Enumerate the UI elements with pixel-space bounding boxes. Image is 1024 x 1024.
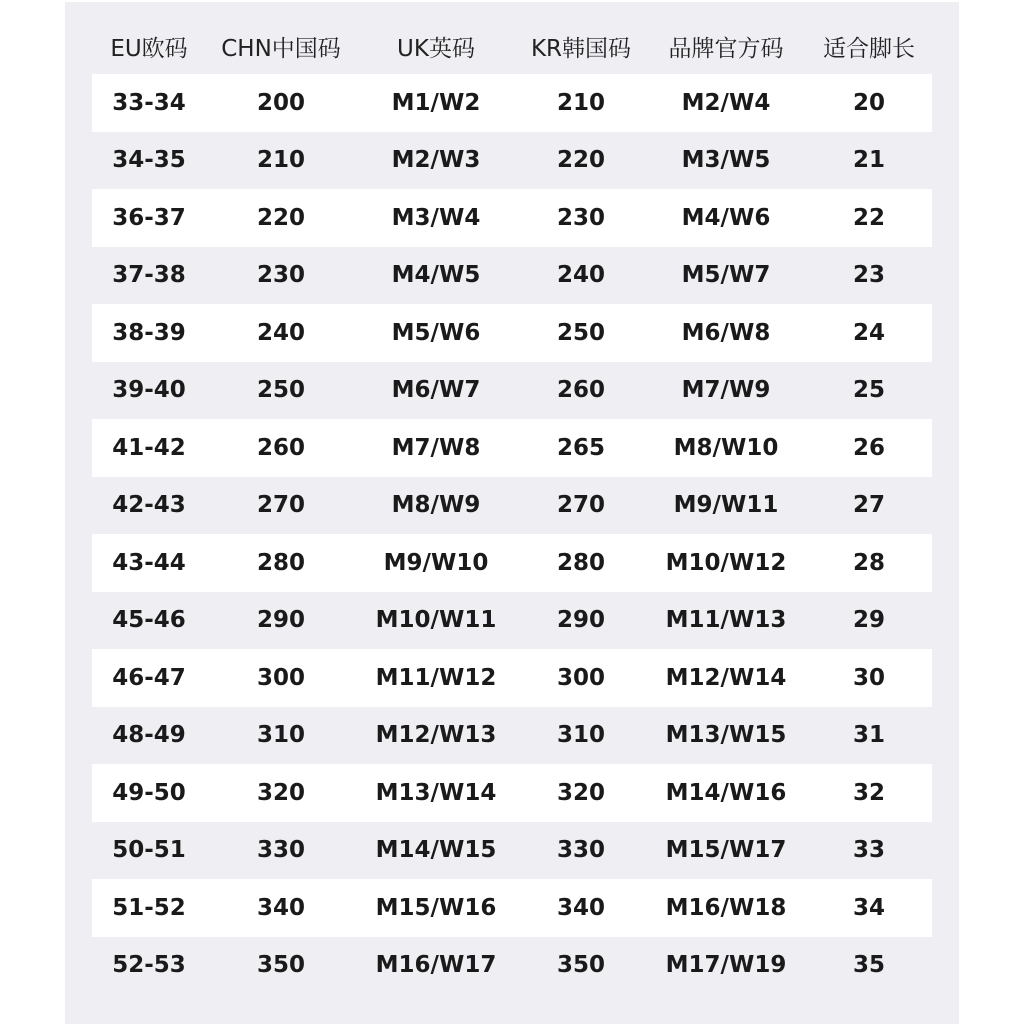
eu-size-cell: 52-53 bbox=[112, 952, 186, 979]
table-row bbox=[92, 477, 932, 535]
table-row bbox=[92, 362, 932, 420]
brand-size-cell: M12/W14 bbox=[665, 664, 787, 691]
chn-size-cell: 300 bbox=[256, 664, 305, 691]
chn-size-cell: 210 bbox=[256, 147, 305, 174]
foot-length-cell: 23 bbox=[852, 262, 885, 289]
brand-size-cell: M5/W7 bbox=[681, 262, 771, 289]
eu-size-cell: 48-49 bbox=[112, 722, 186, 749]
chn-size-cell: 260 bbox=[256, 434, 305, 461]
chn-size-cell: 270 bbox=[256, 492, 305, 519]
brand-size-cell: M7/W9 bbox=[681, 377, 771, 404]
eu-size-cell: 45-46 bbox=[112, 607, 186, 634]
table-row bbox=[92, 534, 932, 592]
kr-size-cell: 300 bbox=[556, 664, 605, 691]
brand-size-cell: M11/W13 bbox=[665, 607, 787, 634]
chn-size-cell: 320 bbox=[256, 779, 305, 806]
uk-size-cell: M5/W6 bbox=[391, 319, 481, 346]
uk-size-cell: M7/W8 bbox=[391, 434, 481, 461]
table-row bbox=[92, 707, 932, 765]
kr-size-cell: 330 bbox=[556, 837, 605, 864]
foot-length-cell: 21 bbox=[852, 147, 885, 174]
eu-size-cell: 43-44 bbox=[112, 549, 186, 576]
uk-size-cell: M12/W13 bbox=[375, 722, 497, 749]
uk-size-cell: M4/W5 bbox=[391, 262, 481, 289]
foot-length-cell: 32 bbox=[852, 779, 885, 806]
table-row bbox=[92, 419, 932, 477]
chn-size-cell: 250 bbox=[256, 377, 305, 404]
uk-size-cell: M6/W7 bbox=[391, 377, 481, 404]
eu-size-cell: 33-34 bbox=[112, 89, 186, 116]
brand-size-cell: M17/W19 bbox=[665, 952, 787, 979]
kr-size-cell: 290 bbox=[556, 607, 605, 634]
foot-length-cell: 20 bbox=[852, 89, 885, 116]
table-row bbox=[92, 132, 932, 190]
table-row bbox=[92, 822, 932, 880]
table-row bbox=[92, 937, 932, 995]
brand-size-cell: M14/W16 bbox=[665, 779, 787, 806]
eu-size-cell: 39-40 bbox=[112, 377, 186, 404]
size-chart-rows bbox=[92, 74, 932, 994]
kr-size-cell: 220 bbox=[556, 147, 605, 174]
foot-length-cell: 26 bbox=[852, 434, 885, 461]
header-foot-length: 适合脚长 bbox=[823, 35, 915, 62]
uk-size-cell: M11/W12 bbox=[375, 664, 497, 691]
size-chart-panel bbox=[65, 2, 959, 1024]
brand-size-cell: M6/W8 bbox=[681, 319, 771, 346]
eu-size-cell: 51-52 bbox=[112, 894, 186, 921]
table-row bbox=[92, 649, 932, 707]
foot-length-cell: 24 bbox=[852, 319, 885, 346]
header-eu-size: EU欧码 bbox=[110, 35, 188, 62]
eu-size-cell: 41-42 bbox=[112, 434, 186, 461]
eu-size-cell: 49-50 bbox=[112, 779, 186, 806]
size-chart-header bbox=[92, 22, 932, 70]
uk-size-cell: M2/W3 bbox=[391, 147, 481, 174]
brand-size-cell: M16/W18 bbox=[665, 894, 787, 921]
brand-size-cell: M10/W12 bbox=[665, 549, 787, 576]
table-row bbox=[92, 592, 932, 650]
table-row bbox=[92, 74, 932, 132]
chn-size-cell: 240 bbox=[256, 319, 305, 346]
header-uk-size: UK英码 bbox=[397, 35, 475, 62]
header-chn-size: CHN中国码 bbox=[221, 35, 341, 62]
table-row bbox=[92, 879, 932, 937]
eu-size-cell: 36-37 bbox=[112, 204, 186, 231]
kr-size-cell: 270 bbox=[556, 492, 605, 519]
kr-size-cell: 250 bbox=[556, 319, 605, 346]
chn-size-cell: 330 bbox=[256, 837, 305, 864]
chn-size-cell: 230 bbox=[256, 262, 305, 289]
eu-size-cell: 50-51 bbox=[112, 837, 186, 864]
foot-length-cell: 28 bbox=[852, 549, 885, 576]
chn-size-cell: 200 bbox=[256, 89, 305, 116]
kr-size-cell: 230 bbox=[556, 204, 605, 231]
foot-length-cell: 30 bbox=[852, 664, 885, 691]
kr-size-cell: 260 bbox=[556, 377, 605, 404]
foot-length-cell: 31 bbox=[852, 722, 885, 749]
brand-size-cell: M2/W4 bbox=[681, 89, 771, 116]
foot-length-cell: 35 bbox=[852, 952, 885, 979]
brand-size-cell: M13/W15 bbox=[665, 722, 787, 749]
kr-size-cell: 310 bbox=[556, 722, 605, 749]
uk-size-cell: M9/W10 bbox=[383, 549, 489, 576]
eu-size-cell: 42-43 bbox=[112, 492, 186, 519]
uk-size-cell: M3/W4 bbox=[391, 204, 481, 231]
chn-size-cell: 350 bbox=[256, 952, 305, 979]
uk-size-cell: M13/W14 bbox=[375, 779, 497, 806]
chn-size-cell: 310 bbox=[256, 722, 305, 749]
kr-size-cell: 320 bbox=[556, 779, 605, 806]
table-row bbox=[92, 247, 932, 305]
kr-size-cell: 280 bbox=[556, 549, 605, 576]
brand-size-cell: M8/W10 bbox=[673, 434, 779, 461]
foot-length-cell: 27 bbox=[852, 492, 885, 519]
foot-length-cell: 33 bbox=[852, 837, 885, 864]
table-row bbox=[92, 764, 932, 822]
chn-size-cell: 220 bbox=[256, 204, 305, 231]
eu-size-cell: 34-35 bbox=[112, 147, 186, 174]
kr-size-cell: 265 bbox=[556, 434, 605, 461]
kr-size-cell: 240 bbox=[556, 262, 605, 289]
brand-size-cell: M3/W5 bbox=[681, 147, 771, 174]
eu-size-cell: 38-39 bbox=[112, 319, 186, 346]
table-row bbox=[92, 304, 932, 362]
header-brand-size: 品牌官方码 bbox=[668, 35, 784, 62]
uk-size-cell: M8/W9 bbox=[391, 492, 481, 519]
uk-size-cell: M1/W2 bbox=[391, 89, 481, 116]
kr-size-cell: 210 bbox=[556, 89, 605, 116]
kr-size-cell: 350 bbox=[556, 952, 605, 979]
chn-size-cell: 290 bbox=[256, 607, 305, 634]
brand-size-cell: M4/W6 bbox=[681, 204, 771, 231]
kr-size-cell: 340 bbox=[556, 894, 605, 921]
chn-size-cell: 340 bbox=[256, 894, 305, 921]
uk-size-cell: M16/W17 bbox=[375, 952, 497, 979]
foot-length-cell: 29 bbox=[852, 607, 885, 634]
foot-length-cell: 25 bbox=[852, 377, 885, 404]
eu-size-cell: 46-47 bbox=[112, 664, 186, 691]
chn-size-cell: 280 bbox=[256, 549, 305, 576]
foot-length-cell: 22 bbox=[852, 204, 885, 231]
eu-size-cell: 37-38 bbox=[112, 262, 186, 289]
uk-size-cell: M14/W15 bbox=[375, 837, 497, 864]
header-kr-size: KR韩国码 bbox=[530, 35, 632, 62]
uk-size-cell: M15/W16 bbox=[375, 894, 497, 921]
uk-size-cell: M10/W11 bbox=[375, 607, 497, 634]
brand-size-cell: M15/W17 bbox=[665, 837, 787, 864]
brand-size-cell: M9/W11 bbox=[673, 492, 779, 519]
foot-length-cell: 34 bbox=[852, 894, 885, 921]
table-row bbox=[92, 189, 932, 247]
